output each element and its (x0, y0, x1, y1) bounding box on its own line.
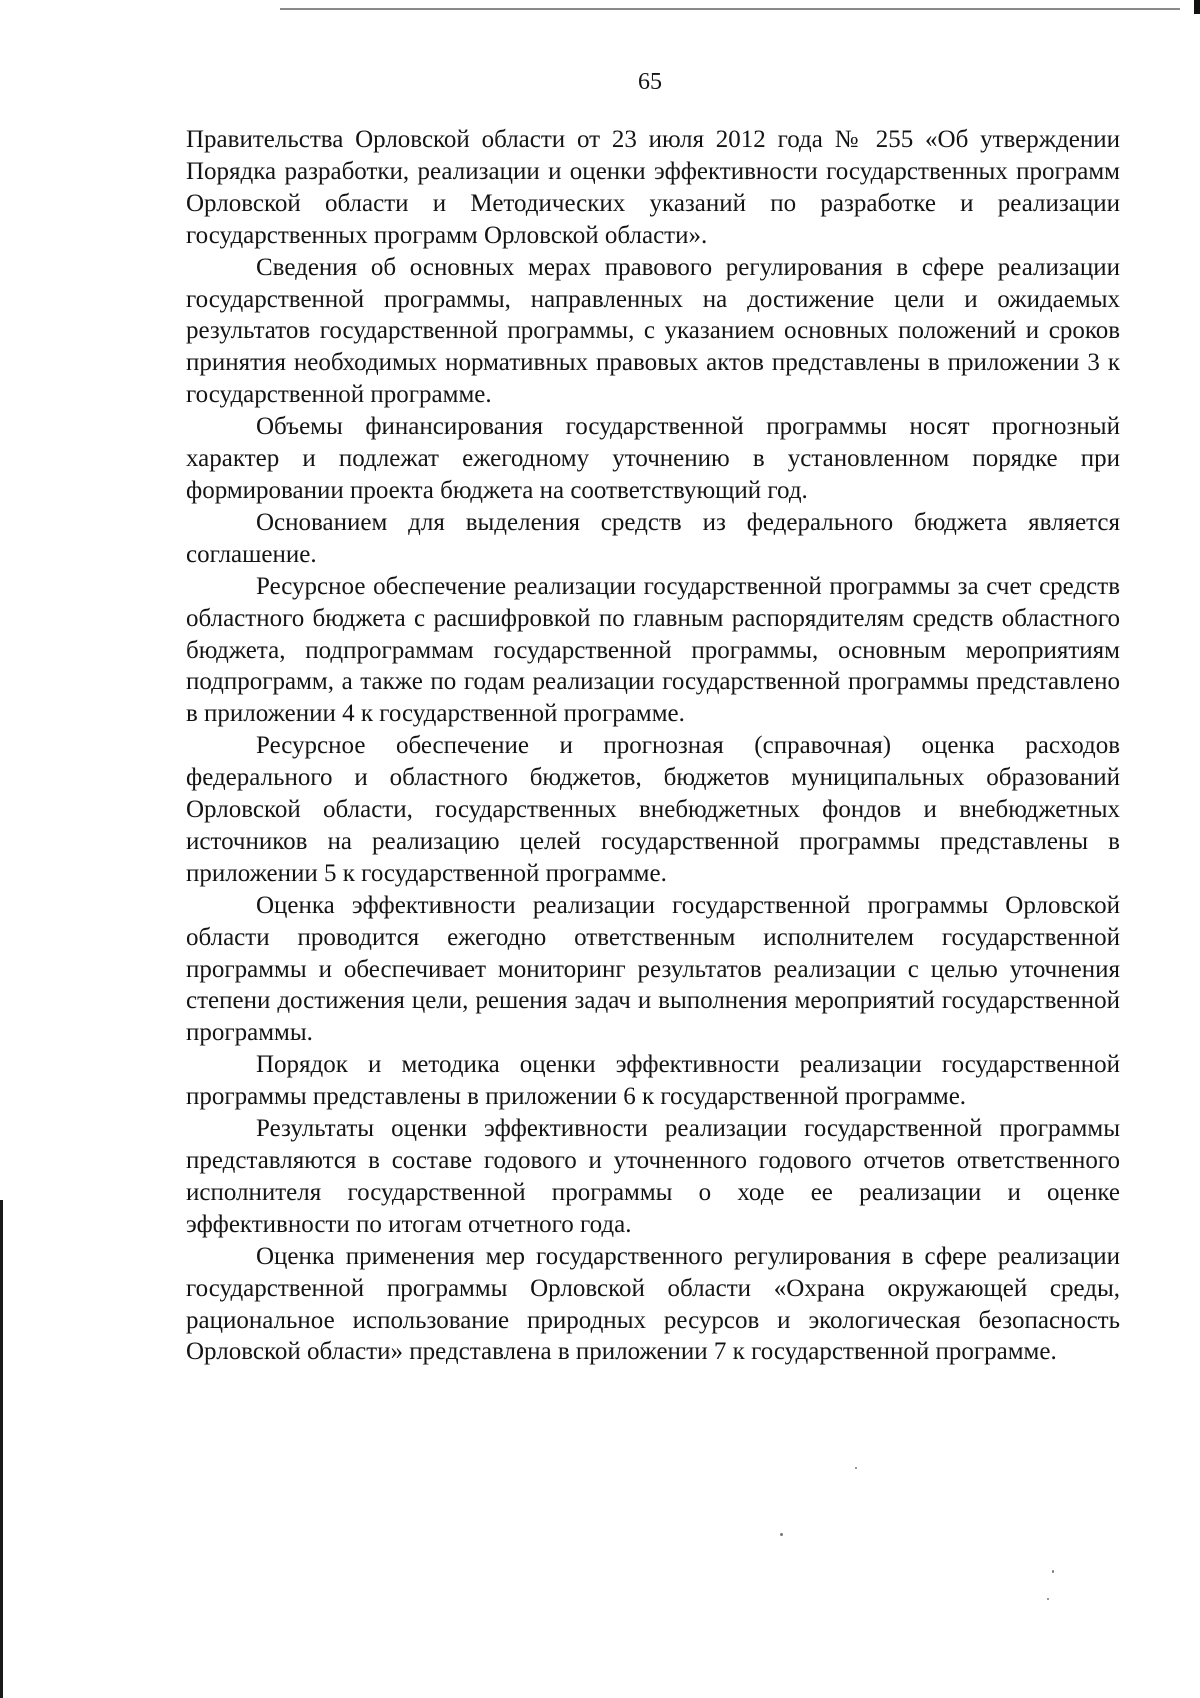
scan-speck (855, 1467, 857, 1469)
scan-top-edge-line (280, 8, 1180, 10)
document-body (186, 124, 1120, 1368)
paragraph: Ресурсное обеспечение и прогнозная (справочная) оценка расходов федерального и областного бюджетов, бюджетов муниципальных образований Орловской области, государственных внебюджетных фондов и внебюджетных источников на реализацию целей государственной программы представлены в приложении 5 к государственной программе. (186, 732, 1120, 887)
scan-speck (1052, 1570, 1054, 1573)
paragraph: Результаты оценки эффективности реализации государственной программы представляются в составе годового и уточненного годового отчетов ответственного исполнителя государственной программы о ходе ее реализации и оценке эффективности по итогам отчетного года. (186, 1115, 1120, 1238)
scan-left-edge-line (0, 1200, 3, 1698)
scan-corner-mark (1194, 0, 1200, 14)
scan-speck (1047, 1598, 1049, 1600)
paragraph: Основанием для выделения средств из федерального бюджета является соглашение. (186, 508, 1120, 568)
paragraph: Объемы финансирования государственной программы носят прогнозный характер и подлежат ежегодному уточнению в установленном порядке при формировании проекта бюджета на соответствующий год. (186, 413, 1120, 504)
page-number: 65 (638, 69, 662, 95)
paragraph: Сведения об основных мерах правового регулирования в сфере реализации государственной программы, направленных на достижение цели и ожидаемых результатов государственной программы, с указанием основных положений и сроков принятия необходимых нормативных правовых актов представлены в приложении 3 к государственной программе. (186, 253, 1120, 409)
paragraph: Ресурсное обеспечение реализации государственной программы за счет средств областного бюджета с расшифровкой по главным распорядителям средств областного бюджета, подпрограммам государственной программы, основным мероприятиям подпрограмм, а также по годам реализации государственной программы представлено в приложении 4 к государственной программе. (186, 572, 1120, 728)
paragraph: Правительства Орловской области от 23 июля 2012 года № 255 «Об утверждении Порядка разработки, реализации и оценки эффективности государственных программ Орловской области и Методических указаний по разработке и реализации государственных программ Орловской области». (186, 126, 1120, 249)
paragraph: Оценка эффективности реализации государственной программы Орловской области проводится ежегодно ответственным исполнителем государственной программы и обеспечивает мониторинг результатов реализации с целью уточнения степени достижения цели, решения задач и выполнения мероприятий государственной программы. (186, 891, 1120, 1047)
scan-speck (780, 1533, 783, 1536)
paragraph: Порядок и методика оценки эффективности реализации государственной программы представлены в приложении 6 к государственной программе. (186, 1051, 1120, 1111)
paragraph: Оценка применения мер государственного регулирования в сфере реализации государственной программы Орловской области «Охрана окружающей среды, рациональное использование природных ресурсов и экологическая безопасность Орловской области» представлена в приложении 7 к государственной программе. (186, 1242, 1120, 1366)
